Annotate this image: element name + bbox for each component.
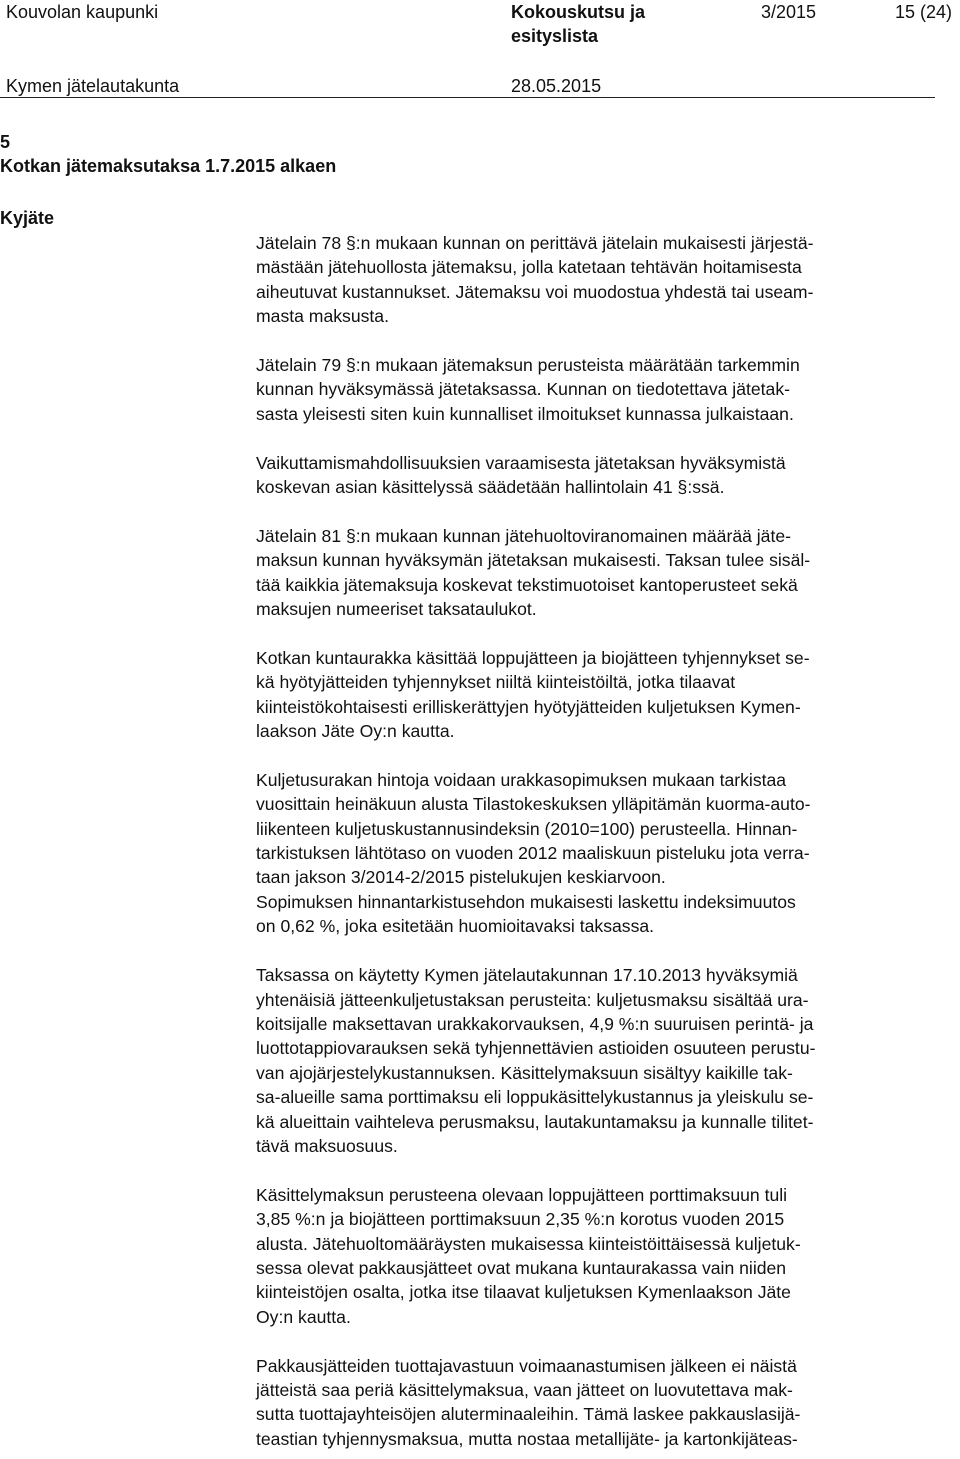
paragraph-line: kä alueittain vaihteleva perusmaksu, lautakuntamaksu ja kunnalle tilitet- [256,1111,814,1132]
header-date: 28.05.2015 [511,76,602,96]
paragraph-line: kunnan hyväksymässä jätetaksassa. Kunnan on tiedotettava jätetak- [256,379,790,400]
paragraph [256,353,946,426]
paragraph-line: taan jakson 3/2014-2/2015 pistelukujen keskiarvoon. [256,867,666,888]
paragraph-line: vuosittain heinäkuun alusta Tilastokeskuksen ylläpitämän kuorma-auto- [256,794,811,815]
paragraph-line: Taksassa on käytetty Kymen jätelautakunnan 17.10.2013 hyväksymiä [256,965,798,986]
paragraph-line: Jätelain 78 §:n mukaan kunnan on perittävä jätelain mukaisesti järjestä- [256,233,814,253]
paragraph [256,1354,946,1452]
paragraph-line: Jätelain 79 §:n mukaan jätemaksun perusteista määrätään tarkemmin [256,355,800,376]
header-board: Kymen jätelautakunta [6,76,180,96]
paragraph-line: aiheutuvat kustannukset. Jätemaksu voi muodostua yhdestä tai useam- [256,281,814,302]
paragraph-line: sutta tuottajayhteisöjen aluterminaaleihin. Tämä laskee pakkauslasijä- [256,1404,801,1425]
paragraph-line: on 0,62 %, joka esitetään huomioitavaksi taksassa. [256,916,655,937]
paragraph-line: tää kaikkia jätemaksuja koskevat tekstimuotoiset kantoperusteet sekä [256,574,798,595]
paragraph-line: van ajojärjestelykustannuksen. Käsittelymaksuun sisältyy kaikille tak- [256,1062,793,1083]
paragraph-line: luottotappiovarauksen sekä tyhjennettävien astioiden osuuteen perustu- [256,1038,816,1059]
paragraph-line: Vaikuttamismahdollisuuksien varaamisesta jätetaksan hyväksymistä [256,452,786,473]
paragraph-line: liikenteen kuljetuskustannusindeksin (2010=100) perusteella. Hinnan- [256,818,798,839]
paragraph-line: kiinteistöjen osalta, jotka itse tilaavat kuljetuksen Kymenlaakson Jäte [256,1282,791,1303]
paragraph [256,451,946,500]
paragraph-line: koitsijalle maksettavan urakkakorvauksen, 4,9 %:n suuruisen perintä- ja [256,1013,814,1034]
paragraph-line: alusta. Jätehuoltomääräysten mukaisessa kiinteistöittäisessä kuljetuk- [256,1233,801,1254]
paragraph-line: Sopimuksen hinnantarkistusehdon mukaisesti laskettu indeksimuutos [256,891,796,912]
section-number: 5 [0,132,11,152]
paragraph-line: Oy:n kautta. [256,1306,351,1327]
section-label: Kyjäte [0,208,55,228]
paragraph [256,1183,946,1329]
header-document-type: Kokouskutsu ja esityslista [511,2,646,46]
paragraph [256,646,946,744]
paragraph-line: sessa olevat pakkausjätteet ovat mukana kuntaurakassa vain niiden [256,1257,787,1278]
paragraph [256,963,946,1158]
paragraph-line: 3,85 %:n ja biojätteen porttimaksuun 2,35 %:n korotus vuoden 2015 [256,1209,785,1230]
paragraph-line: laakson Jäte Oy:n kautta. [256,721,455,742]
paragraph-line: mästään jätehuollosta jätemaksu, jolla katetaan tehtävän hoitamisesta [256,257,802,278]
paragraph [256,524,946,622]
paragraph-line: yhtenäisiä jätteenkuljetustaksan perusteita: kuljetusmaksu sisältää ura- [256,989,809,1010]
header-meeting-number: 3/2015 [761,2,817,22]
paragraph-line: tarkistuksen lähtötaso on vuoden 2012 maaliskuun pisteluku jota verra- [256,843,810,864]
body-text [256,231,946,1451]
paragraph-line: sasta yleisesti siten kuin kunnalliset ilmoitukset kunnassa julkaistaan. [256,403,794,424]
paragraph-line: teastian tyhjennysmaksua, mutta nostaa metallijäte- ja kartonkijäteas- [256,1428,798,1449]
header-page-number: 15 (24) [895,2,953,22]
paragraph-line: masta maksusta. [256,306,389,327]
paragraph-line: kiinteistökohtaisesti erilliskerättyjen hyötyjätteiden kuljetuksen Kymen- [256,696,801,717]
paragraph-line: Kotkan kuntaurakka käsittää loppujätteen ja biojätteen tyhjennykset se- [256,647,810,668]
paragraph-line: Kuljetusurakan hintoja voidaan urakkasopimuksen mukaan tarkistaa [256,769,787,790]
paragraph-line: Käsittelymaksun perusteena olevaan loppujätteen porttimaksuun tuli [256,1184,788,1205]
paragraph-line: tävä maksuosuus. [256,1135,398,1156]
paragraph-line: Pakkausjätteiden tuottajavastuun voimaanastumisen jälkeen ei näistä [256,1355,797,1376]
paragraph-line: koskevan asian käsittelyssä säädetään hallintolain 41 §:ssä. [256,477,725,498]
paragraph-line: sa-alueille sama porttimaksu eli loppukäsittelykustannus ja yleiskulu se- [256,1087,814,1108]
paragraph-line: maksun kunnan hyväksymän jätetaksan mukaisesti. Taksan tulee sisäl- [256,550,811,571]
paragraph-line: maksujen numeeriset taksataulukot. [256,599,537,620]
paragraph-line: kä hyötyjätteiden tyhjennykset niiltä kiinteistöiltä, jotka tilaavat [256,672,736,693]
paragraph [256,231,946,329]
paragraph-line: jätteistä saa periä käsittelymaksua, vaan jätteet on luovutettava mak- [256,1379,793,1400]
section-title: Kotkan jätemaksutaksa 1.7.2015 alkaen [0,156,337,176]
header-organization: Kouvolan kaupunki [6,2,159,22]
paragraph [256,768,946,939]
paragraph-line: Jätelain 81 §:n mukaan kunnan jätehuoltoviranomainen määrää jäte- [256,525,792,546]
header-divider [0,97,935,98]
